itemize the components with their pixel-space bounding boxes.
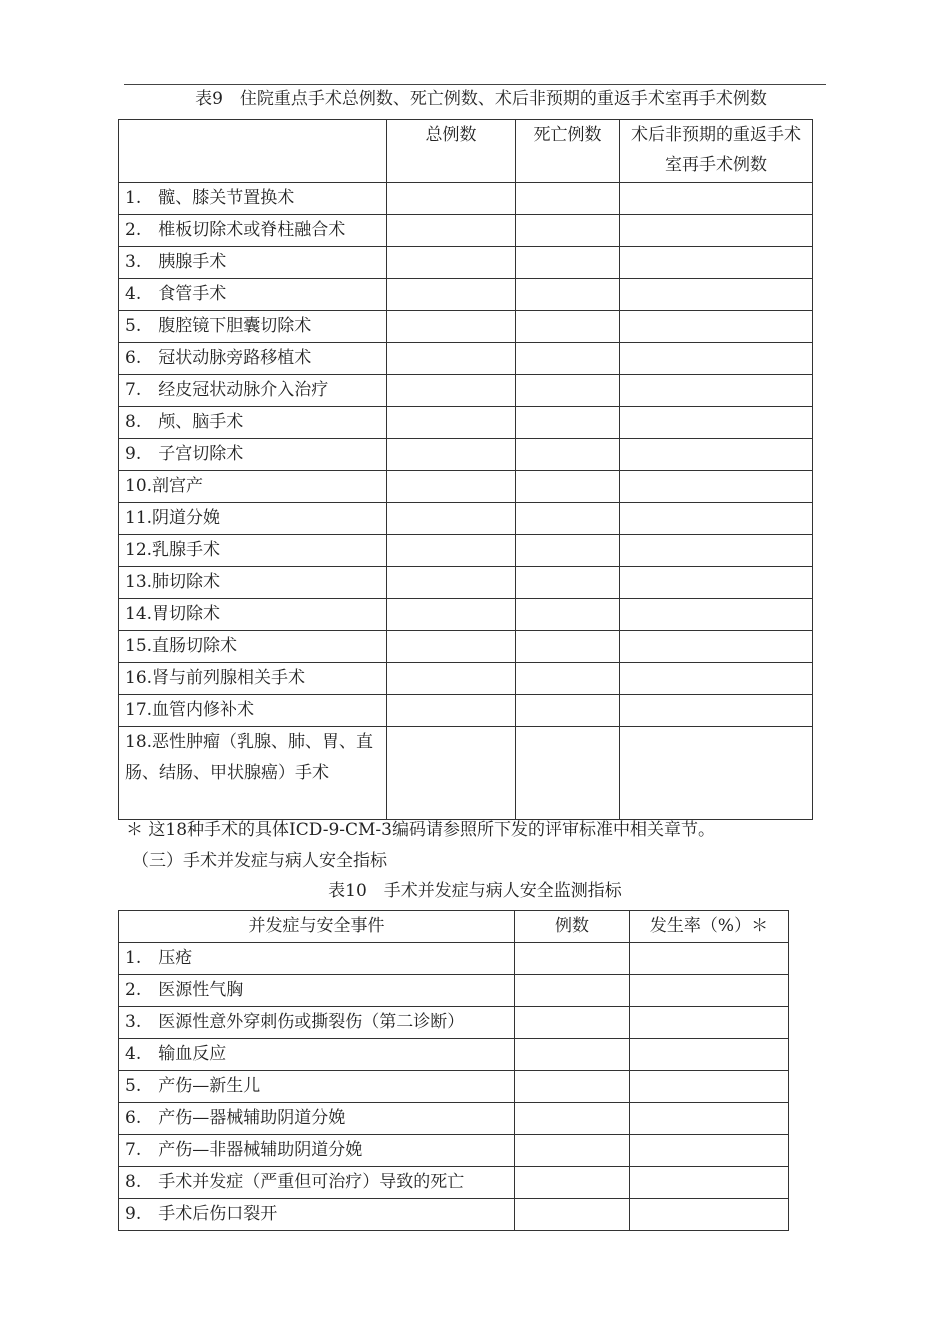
table9-row-label: 14.胃切除术 xyxy=(119,599,387,631)
table9-header-row xyxy=(119,120,813,183)
table9-empty-cell xyxy=(620,407,813,439)
table10-empty-cell xyxy=(630,1071,789,1103)
table9-empty-cell xyxy=(387,279,516,311)
table9-empty-cell xyxy=(516,311,620,343)
table9-row-label: 6. 冠状动脉旁路移植术 xyxy=(119,343,387,375)
table9-row-label: 18.恶性肿瘤（乳腺、肺、胃、直肠、结肠、甲状腺癌）手术 xyxy=(119,727,387,820)
table9-header-total: 总例数 xyxy=(387,120,516,183)
table10-empty-cell xyxy=(630,1199,789,1231)
table9-empty-cell xyxy=(387,311,516,343)
table9-empty-cell xyxy=(387,471,516,503)
table9-row xyxy=(119,247,813,279)
table9-caption: 表9 住院重点手术总例数、死亡例数、术后非预期的重返手术室再手术例数 xyxy=(195,89,767,109)
table9-row-label: 10.剖宫产 xyxy=(119,471,387,503)
table9-empty-cell xyxy=(516,567,620,599)
table9-empty-cell xyxy=(620,503,813,535)
table10-header-rate: 发生率（%）＊ xyxy=(630,911,789,943)
table10-row-label: 6. 产伤—器械辅助阴道分娩 xyxy=(119,1103,515,1135)
table9-row xyxy=(119,215,813,247)
table9-empty-cell xyxy=(387,567,516,599)
table9-empty-cell xyxy=(516,631,620,663)
table10-empty-cell xyxy=(515,1103,630,1135)
table9-row xyxy=(119,663,813,695)
table9-row-label: 1. 髋、膝关节置换术 xyxy=(119,183,387,215)
table9-empty-cell xyxy=(387,727,516,820)
table9-empty-cell xyxy=(516,727,620,820)
table9-empty-cell xyxy=(620,439,813,471)
table10-empty-cell xyxy=(515,1007,630,1039)
table10-row-label: 4. 输血反应 xyxy=(119,1039,515,1071)
table9-row xyxy=(119,471,813,503)
table9-empty-cell xyxy=(387,247,516,279)
table9-row xyxy=(119,279,813,311)
table9-row xyxy=(119,439,813,471)
table9-empty-cell xyxy=(516,599,620,631)
table9-row xyxy=(119,599,813,631)
table9-empty-cell xyxy=(387,599,516,631)
table9-empty-cell xyxy=(516,343,620,375)
table9-empty-cell xyxy=(620,567,813,599)
table9-row xyxy=(119,375,813,407)
table10-row xyxy=(119,1199,789,1231)
table10-empty-cell xyxy=(630,1039,789,1071)
table10-empty-cell xyxy=(515,1199,630,1231)
table9-empty-cell xyxy=(620,535,813,567)
table9-empty-cell xyxy=(620,279,813,311)
table9-empty-cell xyxy=(387,503,516,535)
table10-row xyxy=(119,1039,789,1071)
table9-row-label: 8. 颅、脑手术 xyxy=(119,407,387,439)
table10-row xyxy=(119,1071,789,1103)
table9-row-label: 11.阴道分娩 xyxy=(119,503,387,535)
table9-empty-cell xyxy=(387,663,516,695)
table10-row xyxy=(119,1007,789,1039)
table9-row xyxy=(119,503,813,535)
table9-empty-cell xyxy=(620,727,813,820)
table9-header-deaths: 死亡例数 xyxy=(516,120,620,183)
table9-empty-cell xyxy=(620,663,813,695)
table10-header-event: 并发症与安全事件 xyxy=(119,911,515,943)
table10-row-label: 2. 医源性气胸 xyxy=(119,975,515,1007)
table9-empty-cell xyxy=(387,631,516,663)
table9-row xyxy=(119,535,813,567)
table9-empty-cell xyxy=(387,375,516,407)
table10-row-label: 8. 手术并发症（严重但可治疗）导致的死亡 xyxy=(119,1167,515,1199)
table9-empty-cell xyxy=(516,407,620,439)
table9-row-label: 9. 子宫切除术 xyxy=(119,439,387,471)
table9-row-label: 2. 椎板切除术或脊柱融合术 xyxy=(119,215,387,247)
table9-row-label: 15.直肠切除术 xyxy=(119,631,387,663)
table9-empty-cell xyxy=(620,375,813,407)
table9-header-reoperation: 术后非预期的重返手术室再手术例数 xyxy=(620,120,813,183)
table9-empty-cell xyxy=(516,695,620,727)
table10-caption: 表10 手术并发症与病人安全监测指标 xyxy=(328,881,622,901)
table9-row-label: 12.乳腺手术 xyxy=(119,535,387,567)
table10-row xyxy=(119,1167,789,1199)
table9-empty-cell xyxy=(620,695,813,727)
table10-row-label: 5. 产伤—新生儿 xyxy=(119,1071,515,1103)
table9-empty-cell xyxy=(516,663,620,695)
table9-row xyxy=(119,343,813,375)
table9-row-label: 16.肾与前列腺相关手术 xyxy=(119,663,387,695)
table10-empty-cell xyxy=(630,1103,789,1135)
table10-empty-cell xyxy=(515,1039,630,1071)
table9-empty-cell xyxy=(620,343,813,375)
table10-empty-cell xyxy=(630,1135,789,1167)
table9-empty-cell xyxy=(516,535,620,567)
table10-header-row xyxy=(119,911,789,943)
table9-top-rule xyxy=(124,84,826,85)
table9-empty-cell xyxy=(516,183,620,215)
table10-empty-cell xyxy=(515,1167,630,1199)
table10-row-label: 3. 医源性意外穿刺伤或撕裂伤（第二诊断） xyxy=(119,1007,515,1039)
table10-row-label: 7. 产伤—非器械辅助阴道分娩 xyxy=(119,1135,515,1167)
table9-row-label: 5. 腹腔镜下胆囊切除术 xyxy=(119,311,387,343)
section-heading: （三）手术并发症与病人安全指标 xyxy=(132,851,387,871)
table9-empty-cell xyxy=(387,343,516,375)
table9 xyxy=(118,119,813,820)
table10-empty-cell xyxy=(515,1135,630,1167)
table9-row xyxy=(119,183,813,215)
table9-row-label: 7. 经皮冠状动脉介入治疗 xyxy=(119,375,387,407)
table9-footnote: ＊ 这18种手术的具体ICD-9-CM-3编码请参照所下发的评审标准中相关章节。 xyxy=(126,820,715,840)
table10-row-label: 9. 手术后伤口裂开 xyxy=(119,1199,515,1231)
table9-empty-cell xyxy=(620,215,813,247)
table9-empty-cell xyxy=(516,215,620,247)
table10-empty-cell xyxy=(630,1167,789,1199)
table10-empty-cell xyxy=(630,943,789,975)
table10-header-count: 例数 xyxy=(515,911,630,943)
table9-row xyxy=(119,631,813,663)
table9-empty-cell xyxy=(620,311,813,343)
table9-row xyxy=(119,407,813,439)
table9-row-label: 13.肺切除术 xyxy=(119,567,387,599)
table9-empty-cell xyxy=(620,631,813,663)
table9-row xyxy=(119,727,813,820)
table10-row xyxy=(119,1103,789,1135)
table10-row xyxy=(119,975,789,1007)
table10-row xyxy=(119,943,789,975)
table9-empty-cell xyxy=(516,375,620,407)
table10-row xyxy=(119,1135,789,1167)
table9-empty-cell xyxy=(620,247,813,279)
table10-empty-cell xyxy=(515,1071,630,1103)
table9-row xyxy=(119,567,813,599)
table9-empty-cell xyxy=(387,215,516,247)
table9-row-label: 17.血管内修补术 xyxy=(119,695,387,727)
table9-row xyxy=(119,695,813,727)
table10-row-label: 1. 压疮 xyxy=(119,943,515,975)
table9-empty-cell xyxy=(516,471,620,503)
table9-empty-cell xyxy=(516,247,620,279)
table9-empty-cell xyxy=(516,503,620,535)
table10 xyxy=(118,910,789,1231)
table9-header-blank xyxy=(119,120,387,183)
table9-empty-cell xyxy=(387,439,516,471)
table9-row xyxy=(119,311,813,343)
table9-empty-cell xyxy=(387,407,516,439)
table9-empty-cell xyxy=(387,183,516,215)
table10-empty-cell xyxy=(630,975,789,1007)
table9-empty-cell xyxy=(387,695,516,727)
table10-empty-cell xyxy=(515,975,630,1007)
table9-empty-cell xyxy=(620,471,813,503)
table9-empty-cell xyxy=(620,183,813,215)
table9-empty-cell xyxy=(620,599,813,631)
table9-row-label: 3. 胰腺手术 xyxy=(119,247,387,279)
table9-row-label: 4. 食管手术 xyxy=(119,279,387,311)
table10-empty-cell xyxy=(630,1007,789,1039)
table10-empty-cell xyxy=(515,943,630,975)
table9-empty-cell xyxy=(387,535,516,567)
table9-empty-cell xyxy=(516,279,620,311)
table9-empty-cell xyxy=(516,439,620,471)
